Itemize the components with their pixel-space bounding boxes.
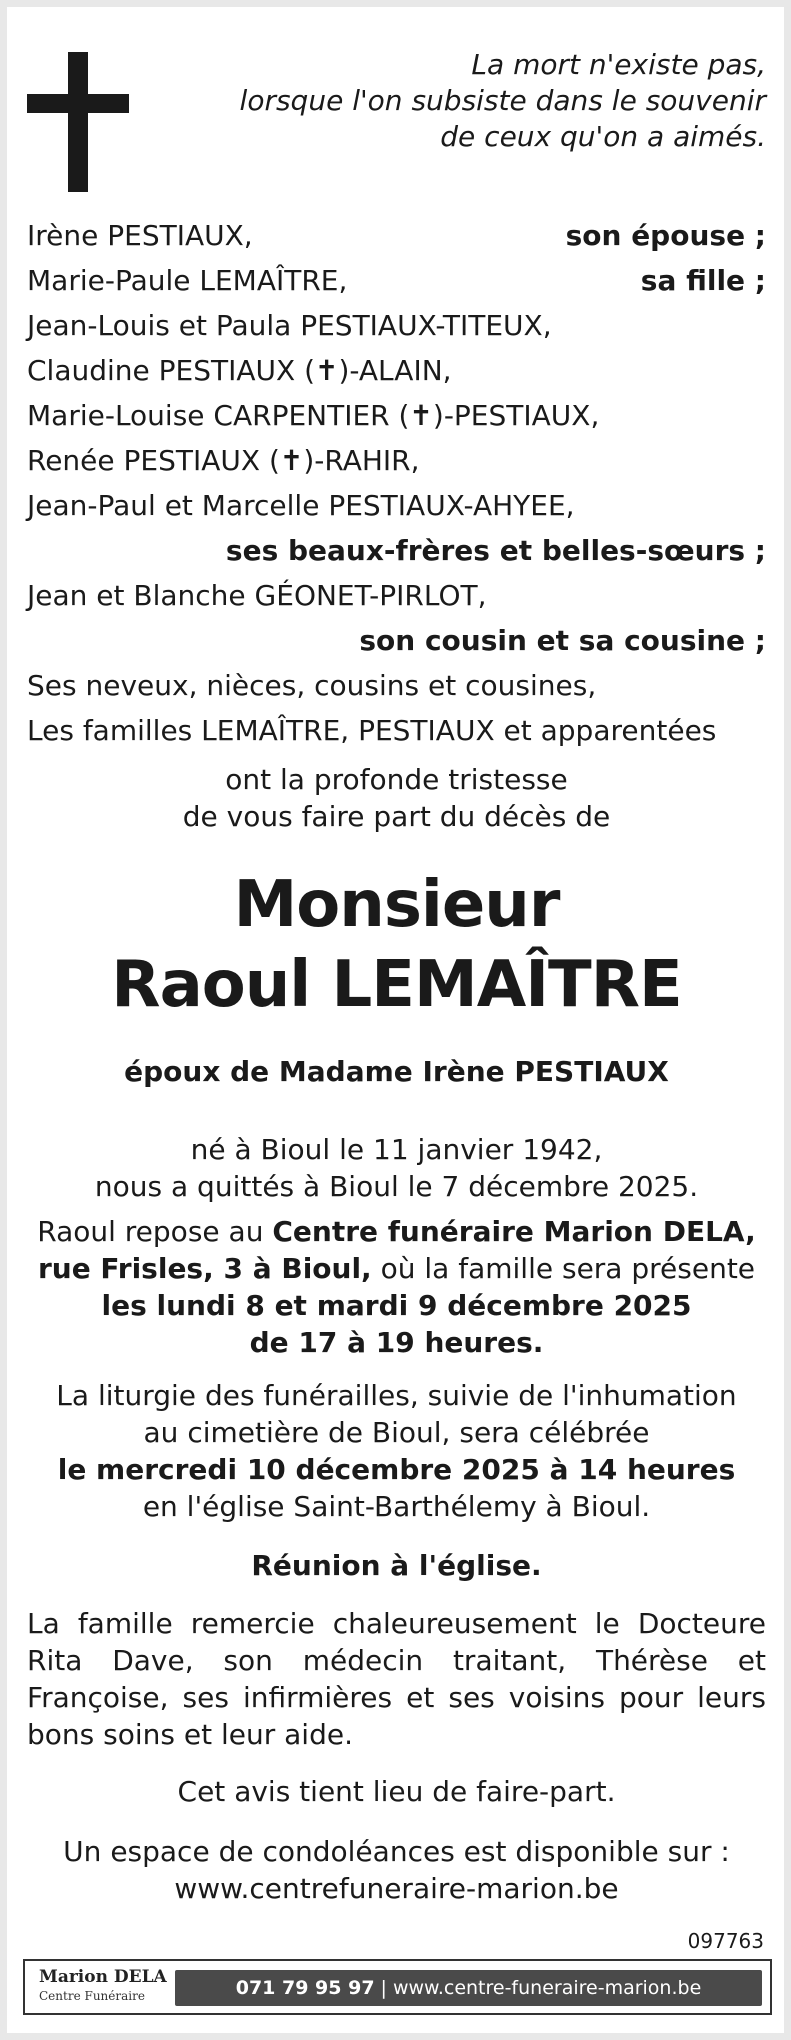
liturgy-line: La liturgie des funérailles, suivie de l'inhumation [56,1379,737,1412]
visitation-dates: les lundi 8 et mardi 9 décembre 2025 [101,1289,692,1322]
family-name: Marie-Louise CARPENTIER (✝)-PESTIAUX, [27,399,600,432]
obituary-card [7,7,784,2033]
reunion-note: Réunion à l'église. [251,1549,542,1582]
family-row [27,438,766,483]
cross-icon [27,52,129,192]
intro-line: ont la profonde tristesse [225,763,568,796]
family-row [27,483,766,528]
website-link[interactable]: www.centre-funeraire-marion.be [392,1977,702,1999]
family-extra: Ses neveux, nièces, cousins et cousines, [27,669,597,702]
visitation-text: Raoul repose au [37,1215,273,1248]
visitation-hours: de 17 à 19 heures. [249,1326,544,1359]
deceased-title: Monsieur [233,868,560,942]
family-name: Renée PESTIAUX (✝)-RAHIR, [27,444,420,477]
deceased-name: Raoul LEMAÎTRE [111,948,682,1022]
funeral-home-address: rue Frisles, 3 à Bioul, [37,1252,372,1285]
family-row [27,393,766,438]
family-row [27,573,766,618]
funeral-home-logo [39,1967,167,2003]
family-row [27,303,766,348]
contact-bar [175,1970,762,2006]
family-relation: ses beaux-frères et belles-sœurs ; [225,534,766,567]
family-name: Marie-Paule LEMAÎTRE, [27,264,348,297]
death-line: nous a quittés à Bioul le 7 décembre 2025. [94,1170,699,1203]
condolences-link[interactable]: www.centrefuneraire-marion.be [174,1872,619,1905]
epitaph-quote [240,47,766,155]
separator: | [380,1977,387,1999]
quote-line: La mort n'existe pas, [471,48,766,81]
condolences-text: Un espace de condoléances est disponible sur : [63,1835,730,1868]
liturgy-info [27,1377,766,1525]
family-relation: sa fille ; [640,264,766,297]
liturgy-line: au cimetière de Bioul, sera célébrée [143,1416,650,1449]
birth-death-dates [27,1131,766,1205]
logo-name: Marion DELA [39,1967,167,1987]
birth-line: né à Bioul le 11 janvier 1942, [190,1133,603,1166]
quote-line: lorsque l'on subsiste dans le souvenir [239,84,766,117]
thanks-paragraph: La famille remercie chaleureusement le Docteure Rita Dave, son médecin traitant, Thérèse et Françoise, ses infirmières et ses voisins pour leurs bons soins et leur aide. [27,1607,766,1751]
family-row [27,258,766,303]
family-row [27,213,766,258]
family-relation: son cousin et sa cousine ; [359,624,766,657]
family-relation: son épouse ; [565,219,766,252]
family-name: Jean et Blanche GÉONET-PIRLOT, [27,579,487,612]
family-list [27,213,766,753]
deceased-name-block [27,865,766,1025]
quote-line: de ceux qu'on a aimés. [440,120,766,153]
notice-line: Cet avis tient lieu de faire-part. [177,1775,616,1808]
family-name: Jean-Paul et Marcelle PESTIAUX-AHYEE, [27,489,575,522]
visitation-info [27,1213,766,1361]
intro-line: de vous faire part du décès de [182,800,611,833]
family-extra: Les familles LEMAÎTRE, PESTIAUX et apparentées [27,714,717,747]
condolences-info [27,1833,766,1907]
family-name: Irène PESTIAUX, [27,219,253,252]
family-name: Claudine PESTIAUX (✝)-ALAIN, [27,354,452,387]
phone-number[interactable]: 071 79 95 97 [235,1977,375,1999]
family-name: Jean-Louis et Paula PESTIAUX-TITEUX, [27,309,552,342]
reference-number: 097763 [687,1929,764,1953]
family-row [27,348,766,393]
funeral-home-banner [23,1959,772,2015]
liturgy-line: en l'église Saint-Barthélemy à Bioul. [142,1490,651,1523]
logo-subtitle: Centre Funéraire [39,1989,145,2003]
liturgy-date: le mercredi 10 décembre 2025 à 14 heures [57,1453,736,1486]
announcement-intro [27,761,766,835]
spouse-line: époux de Madame Irène PESTIAUX [124,1055,669,1088]
visitation-text: où la famille sera présente [371,1252,756,1285]
funeral-home-name: Centre funéraire Marion DELA, [272,1215,756,1248]
